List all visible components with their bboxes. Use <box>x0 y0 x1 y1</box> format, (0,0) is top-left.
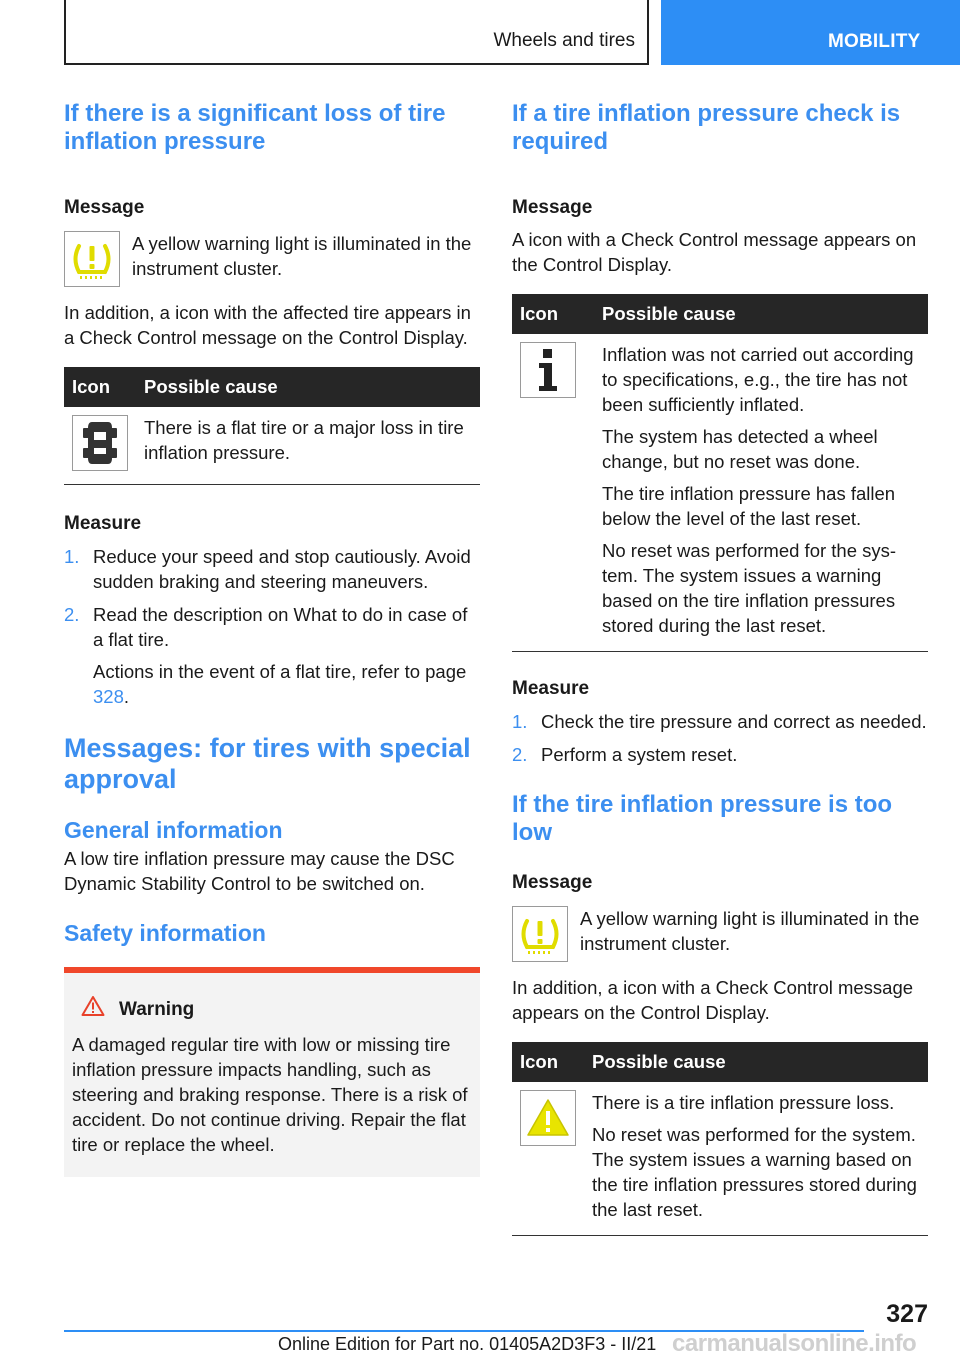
section-title-low: If the tire inflation pressure is too low <box>512 791 893 846</box>
measure-label: Measure <box>64 513 142 534</box>
header-section-tab[interactable]: MOBILITY <box>661 0 960 65</box>
tire-pressure-warning-icon <box>64 231 120 287</box>
cause-text: There is a tire inflation pressure loss. <box>592 1092 895 1113</box>
message-text: A yellow warning light is illuminated in the instrument cluster. <box>580 908 920 954</box>
cause-text: There is a flat tire or a major loss in tire inflation pressure. <box>144 417 464 463</box>
page-link[interactable]: 328 <box>93 686 124 707</box>
message-row <box>512 906 928 962</box>
warning-text: A damaged regular tire with low or missing tire inflation pressure impacts handling, such as steering and braking response. There is a risk of accident. Do not continue driving. Repair the flat tire or replace the wheel. <box>72 1034 468 1155</box>
list-item <box>64 602 480 709</box>
message-row <box>64 231 480 287</box>
table-header-icon: Icon <box>512 1042 584 1082</box>
table-row <box>512 1082 928 1236</box>
left-column <box>64 100 480 1177</box>
message-label: Message <box>64 197 145 218</box>
table-header-icon: Icon <box>64 367 136 407</box>
cause-text: The system has detected a wheel change, but no reset was done. <box>602 426 878 472</box>
table-row <box>64 407 480 485</box>
cause-text: Inflation was not carried out according to specifications, e.g., the tire has not been sufficiently inflated. <box>602 344 914 415</box>
list-item <box>512 709 928 734</box>
cause-text: The tire inflation pressure has fallen below the level of the last reset. <box>602 483 896 529</box>
footer-edition: Online Edition for Part no. 01405A2D3F3 - II/21 <box>278 1334 657 1354</box>
table-header-row <box>64 367 480 407</box>
cause-text: No reset was performed for the system. The system issues a warning based on the tire inflation pressures stored during the last reset. <box>592 1124 917 1220</box>
table-header-icon: Icon <box>512 294 594 334</box>
safety-info-title: Safety information <box>64 920 266 946</box>
general-info-title: General information <box>64 817 283 843</box>
table-header-cause: Possible cause <box>594 294 928 334</box>
table-row <box>512 334 928 652</box>
step-text: Check the tire pressure and correct as needed. <box>541 711 927 732</box>
general-info-text: A low tire inflation pressure may cause the DSC Dynamic Stability Control to be switched on. <box>64 848 455 894</box>
warning-title-row <box>72 995 472 1024</box>
warning-title: Warning <box>119 998 195 1020</box>
message-label: Message <box>512 872 593 893</box>
section-title-loss: If there is a significant loss of tire inflation pressure <box>64 100 446 155</box>
message-text: A icon with a Check Control message appears on the Control Display. <box>512 229 917 275</box>
cause-table <box>512 1042 928 1236</box>
step-number: 1. <box>512 711 528 732</box>
measure-steps <box>64 544 480 709</box>
yellow-warning-triangle-icon <box>520 1090 576 1146</box>
table-header-cause: Possible cause <box>584 1042 928 1082</box>
page-number: 327 <box>886 1300 928 1328</box>
right-column <box>512 100 928 1236</box>
header-chapter-box <box>64 0 649 65</box>
step-reference <box>93 659 480 709</box>
reference-text: Actions in the event of a flat tire, refer to page <box>93 661 467 682</box>
section-title-special: Messages: for tires with special approval <box>64 733 471 794</box>
cause-table <box>64 367 480 485</box>
watermark: carmanualsonline.info <box>672 1330 917 1357</box>
section-title-check: If a tire inflation pressure check is required <box>512 100 901 155</box>
header-chapter-title: Wheels and tires <box>493 30 635 51</box>
tire-pressure-warning-icon <box>512 906 568 962</box>
car-tire-loss-icon <box>72 415 128 471</box>
step-number: 2. <box>512 744 528 765</box>
warning-triangle-icon <box>81 995 119 1024</box>
cause-table <box>512 294 928 652</box>
message-text: A yellow warning light is illuminated in the instrument cluster. <box>132 233 472 279</box>
warning-box <box>64 967 480 1177</box>
list-item <box>64 544 480 594</box>
measure-steps <box>512 709 928 767</box>
step-text: Perform a system reset. <box>541 744 738 765</box>
addition-text: In addition, a icon with a Check Control message appears on the Control Display. <box>512 977 914 1023</box>
addition-text: In addition, a icon with the affected tire appears in a Check Control message on the Control Display. <box>64 302 471 348</box>
table-header-row <box>512 1042 928 1082</box>
message-label: Message <box>512 197 593 218</box>
info-icon <box>520 342 576 398</box>
reference-suffix: . <box>123 686 130 707</box>
cause-text: No reset was performed for the system. The system issues a warning based on the tire inflation pressures stored during the last reset. <box>602 540 897 636</box>
step-text: Reduce your speed and stop cautiously. Avoid sudden braking and steering maneuvers. <box>93 546 471 592</box>
table-header-cause: Possible cause <box>136 367 480 407</box>
table-header-row <box>512 294 928 334</box>
measure-label: Measure <box>512 678 590 699</box>
step-number: 1. <box>64 546 80 567</box>
step-number: 2. <box>64 604 80 625</box>
step-text: Read the description on What to do in case of a flat tire. <box>93 604 468 650</box>
list-item <box>512 742 928 767</box>
